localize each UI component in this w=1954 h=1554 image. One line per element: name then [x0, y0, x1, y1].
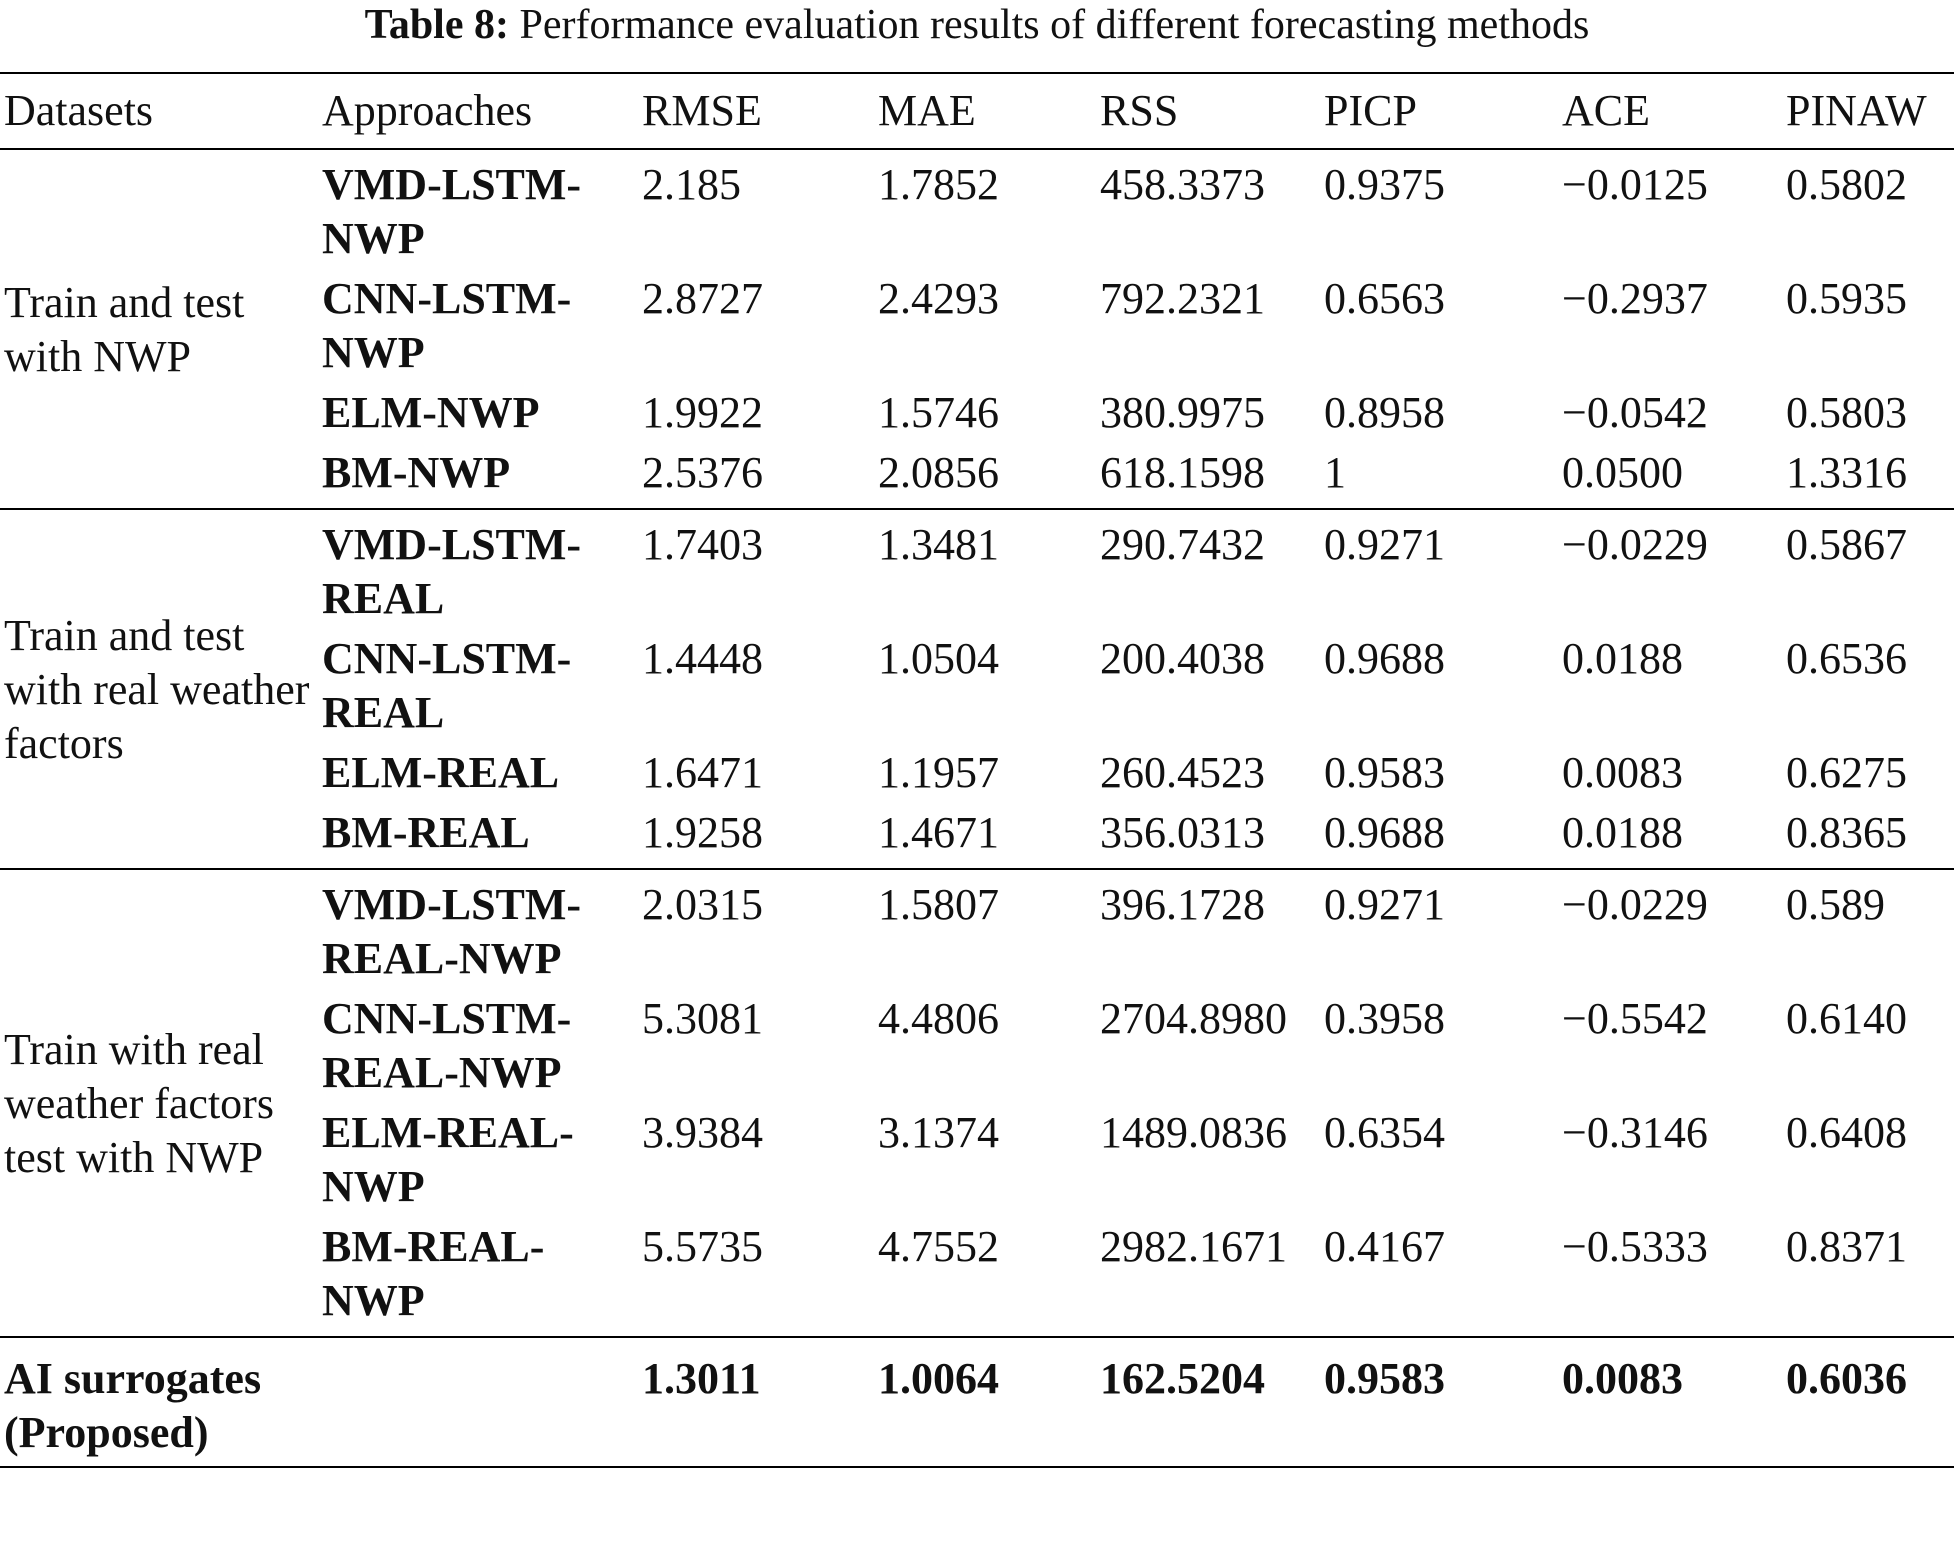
ace-cell: 0.0188 — [1562, 808, 1683, 857]
pinaw-cell: 0.5802 — [1786, 160, 1907, 209]
rss-cell: 792.2321 — [1100, 274, 1265, 323]
pinaw-cell: 0.6140 — [1786, 994, 1907, 1043]
ace-cell: −0.5542 — [1562, 994, 1708, 1043]
approach-label: VMD-LSTM-REAL — [322, 520, 582, 623]
rmse-cell: 2.8727 — [642, 274, 763, 323]
approach-cell — [318, 632, 638, 746]
ace-cell: 0.0188 — [1562, 634, 1683, 683]
ace-cell: −0.0229 — [1562, 520, 1708, 569]
mae-cell: 4.4806 — [878, 994, 999, 1043]
proposed-pinaw-cell: 0.6036 — [1786, 1354, 1907, 1403]
approach-cell — [318, 272, 638, 386]
proposed-dataset-cell: AI surrogates (Proposed) — [4, 1354, 262, 1457]
approach-cell — [318, 746, 638, 806]
rmse-cell: 2.185 — [642, 160, 741, 209]
mae-cell: 1.4671 — [878, 808, 999, 857]
mae-cell: 1.1957 — [878, 748, 999, 797]
table-header — [0, 73, 1954, 149]
rss-cell: 260.4523 — [1100, 748, 1265, 797]
header-datasets: Datasets — [4, 86, 154, 135]
pinaw-cell: 0.5803 — [1786, 388, 1907, 437]
picp-cell: 0.3958 — [1324, 994, 1445, 1043]
pinaw-cell: 1.3316 — [1786, 448, 1907, 497]
caption-label: Table 8: — [364, 2, 509, 48]
mae-cell: 1.5746 — [878, 388, 999, 437]
pinaw-cell: 0.589 — [1786, 880, 1885, 929]
ace-cell: −0.0542 — [1562, 388, 1708, 437]
proposed-rss-cell: 162.5204 — [1100, 1354, 1265, 1403]
mae-cell: 1.5807 — [878, 880, 999, 929]
proposed-ace-cell: 0.0083 — [1562, 1354, 1683, 1403]
ace-cell: −0.0125 — [1562, 160, 1708, 209]
table-caption — [0, 0, 1954, 50]
pinaw-cell: 0.6536 — [1786, 634, 1907, 683]
picp-cell: 0.9271 — [1324, 880, 1445, 929]
proposed-picp-cell: 0.9583 — [1324, 1354, 1445, 1403]
approach-label: ELM-REAL-NWP — [322, 1108, 574, 1211]
header-mae: MAE — [878, 86, 976, 135]
table-row — [0, 509, 1954, 632]
approach-label: VMD-LSTM-NWP — [322, 160, 582, 263]
table-row — [0, 869, 1954, 992]
rss-cell: 1489.0836 — [1100, 1108, 1287, 1157]
picp-cell: 0.9583 — [1324, 748, 1445, 797]
results-table — [0, 72, 1954, 1468]
mae-cell: 2.4293 — [878, 274, 999, 323]
mae-cell: 1.7852 — [878, 160, 999, 209]
picp-cell: 0.4167 — [1324, 1222, 1445, 1271]
picp-cell: 0.9688 — [1324, 808, 1445, 857]
picp-cell: 0.9688 — [1324, 634, 1445, 683]
header-rss: RSS — [1100, 86, 1179, 135]
approach-label: CNN-LSTM-NWP — [322, 274, 572, 377]
rss-cell: 356.0313 — [1100, 808, 1265, 857]
header-row — [0, 73, 1954, 149]
approach-label: BM-NWP — [322, 448, 511, 497]
group-real-nwp — [0, 869, 1954, 1337]
group-real — [0, 509, 1954, 869]
rmse-cell: 2.0315 — [642, 880, 763, 929]
proposed-approach-cell — [318, 1337, 638, 1467]
rss-cell: 2704.8980 — [1100, 994, 1287, 1043]
approach-label: CNN-LSTM-REAL-NWP — [322, 994, 572, 1097]
pinaw-cell: 0.8365 — [1786, 808, 1907, 857]
header-approaches: Approaches — [322, 86, 533, 135]
approach-cell — [318, 806, 638, 869]
approach-label: CNN-LSTM-REAL — [322, 634, 572, 737]
approach-label: VMD-LSTM-REAL-NWP — [322, 880, 582, 983]
pinaw-cell: 0.8371 — [1786, 1222, 1907, 1271]
rmse-cell: 3.9384 — [642, 1108, 763, 1157]
approach-label: BM-REAL-NWP — [322, 1222, 545, 1325]
ace-cell: −0.0229 — [1562, 880, 1708, 929]
approach-cell — [318, 992, 638, 1106]
pinaw-cell: 0.6408 — [1786, 1108, 1907, 1157]
rmse-cell: 5.5735 — [642, 1222, 763, 1271]
rss-cell: 618.1598 — [1100, 448, 1265, 497]
mae-cell: 1.0504 — [878, 634, 999, 683]
approach-label: BM-REAL — [322, 808, 530, 857]
picp-cell: 0.9271 — [1324, 520, 1445, 569]
rmse-cell: 1.9258 — [642, 808, 763, 857]
approach-cell — [318, 446, 638, 509]
rss-cell: 200.4038 — [1100, 634, 1265, 683]
pinaw-cell: 0.5935 — [1786, 274, 1907, 323]
picp-cell: 0.6354 — [1324, 1108, 1445, 1157]
approach-cell — [318, 386, 638, 446]
rss-cell: 380.9975 — [1100, 388, 1265, 437]
mae-cell: 2.0856 — [878, 448, 999, 497]
approach-cell — [318, 149, 638, 272]
rmse-cell: 1.9922 — [642, 388, 763, 437]
pinaw-cell: 0.6275 — [1786, 748, 1907, 797]
ace-cell: −0.3146 — [1562, 1108, 1708, 1157]
header-pinaw: PINAW — [1786, 86, 1927, 135]
rss-cell: 458.3373 — [1100, 160, 1265, 209]
group-nwp — [0, 149, 1954, 509]
dataset-cell: Train and test with real weather factors — [4, 611, 310, 768]
proposed-row — [0, 1337, 1954, 1467]
rmse-cell: 1.6471 — [642, 748, 763, 797]
rmse-cell: 2.5376 — [642, 448, 763, 497]
mae-cell: 1.3481 — [878, 520, 999, 569]
picp-cell: 0.9375 — [1324, 160, 1445, 209]
dataset-cell: Train with real weather factors test with NWP — [4, 1025, 274, 1182]
proposed-mae-cell: 1.0064 — [878, 1354, 999, 1403]
proposed-rmse-cell: 1.3011 — [642, 1354, 761, 1403]
pinaw-cell: 0.5867 — [1786, 520, 1907, 569]
approach-cell — [318, 1220, 638, 1337]
mae-cell: 3.1374 — [878, 1108, 999, 1157]
table-row — [0, 149, 1954, 272]
ace-cell: −0.2937 — [1562, 274, 1708, 323]
rmse-cell: 1.7403 — [642, 520, 763, 569]
header-ace: ACE — [1562, 86, 1650, 135]
approach-cell — [318, 509, 638, 632]
ace-cell: 0.0083 — [1562, 748, 1683, 797]
group-proposed — [0, 1337, 1954, 1467]
picp-cell: 0.8958 — [1324, 388, 1445, 437]
ace-cell: −0.5333 — [1562, 1222, 1708, 1271]
picp-cell: 0.6563 — [1324, 274, 1445, 323]
mae-cell: 4.7552 — [878, 1222, 999, 1271]
header-rmse: RMSE — [642, 86, 762, 135]
approach-cell — [318, 869, 638, 992]
caption-text: Performance evaluation results of different forecasting methods — [519, 2, 1590, 48]
ace-cell: 0.0500 — [1562, 448, 1683, 497]
rmse-cell: 5.3081 — [642, 994, 763, 1043]
rss-cell: 2982.1671 — [1100, 1222, 1287, 1271]
rss-cell: 396.1728 — [1100, 880, 1265, 929]
approach-label: ELM-NWP — [322, 388, 540, 437]
rss-cell: 290.7432 — [1100, 520, 1265, 569]
rmse-cell: 1.4448 — [642, 634, 763, 683]
approach-cell — [318, 1106, 638, 1220]
approach-label: ELM-REAL — [322, 748, 560, 797]
dataset-cell: Train and test with NWP — [4, 278, 245, 381]
picp-cell: 1 — [1324, 448, 1346, 497]
header-picp: PICP — [1324, 86, 1417, 135]
